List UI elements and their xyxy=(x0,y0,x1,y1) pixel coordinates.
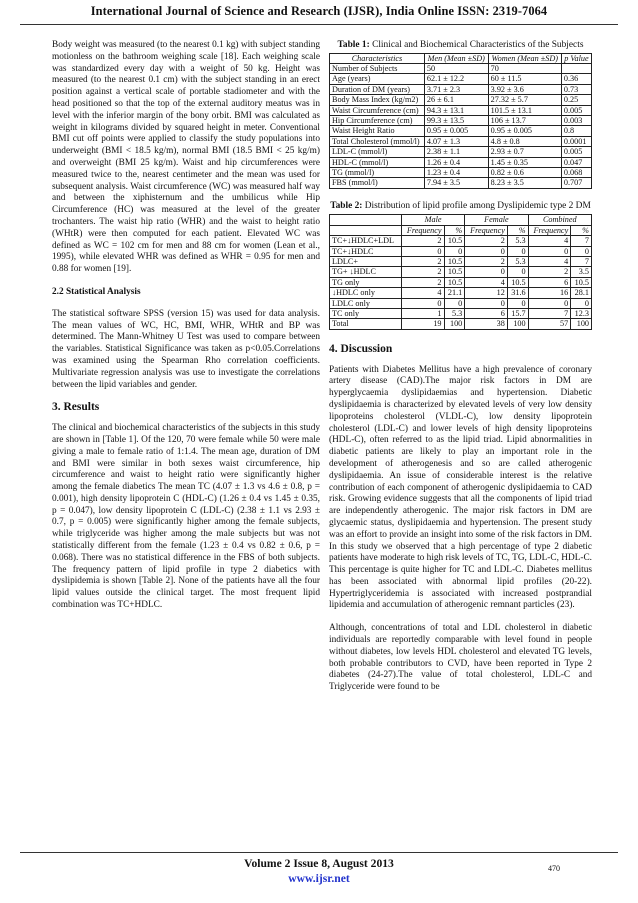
table2-row-label: TC+↓HDLC xyxy=(330,246,402,256)
page-number: 470 xyxy=(548,864,560,873)
table1-cell: 0.36 xyxy=(561,74,591,84)
table2-cell: 21.1 xyxy=(444,288,465,298)
table2-subheader: Frequency xyxy=(401,225,444,235)
table1-cell: 60 ± 11.5 xyxy=(488,74,561,84)
subsection-heading-statistical-analysis: 2.2 Statistical Analysis xyxy=(52,286,141,297)
table-row xyxy=(330,167,592,177)
table2-group-header-row xyxy=(330,215,592,225)
paragraph-discussion: Patients with Diabetes Mellitus have a high prevalence of coronary artery disease (CAD).The major risk factors in DM are hyperglycaemia dyslipidaemias and hypertension. Diabetic dyslipidaemia is characterized by elevated levels of very low density lipoproteins cholesterol (VLDL-C), low density lipoprotein cholesterol (LDL-C) and lower levels of high density lipoproteins (HDL-C), often referred to as the lipid triad. Lipid abnormalities in diabetic patients are likely to play an important role in the development of atherogenesis and so are called atherogenic dyslipidaemia. An issue of considerable interest is the relative contribution of each component of atherogenic dyslipidaemia to CAD risk. Growing evidence suggests that all the components of lipid triad are independently atherogenic. The major risk factors in DM are glycaemic status, dyslipidaemia and hypertension. The present study was an effort to provide an insight into some of the risk factors in DM. In this study we observed that a high percentage of type 2 diabetic patients have moderate to high risk levels of TC, TG, LDL-C, HDL-C. This percentage is quite higher for TC and LDL-C. Diabetes mellitus has been associated with abnormal lipid profiles (20-22). Hypertriglyceridemia is associated with increased postprandial lipidemia and accumulation of atherogenic remnant particles (23). xyxy=(329,364,592,611)
table2-cell: 2 xyxy=(465,236,508,246)
table-clinical-characteristics xyxy=(329,53,592,189)
table1-header-cell: p Value xyxy=(561,53,591,63)
table1-cell: 0.95 ± 0.005 xyxy=(424,126,488,136)
table-row xyxy=(330,298,592,308)
table1-cell: 0.73 xyxy=(561,84,591,94)
table1-cell: Number of Subjects xyxy=(330,63,425,73)
footer-volume: Volume 2 Issue 8, August 2013 xyxy=(244,857,394,870)
table2-cell: 100 xyxy=(571,319,592,329)
table1-cell: 3.92 ± 3.6 xyxy=(488,84,561,94)
table2-cell: 7 xyxy=(571,256,592,266)
table2-cell: 0 xyxy=(571,246,592,256)
table-row xyxy=(330,178,592,188)
table1-cell: 0.95 ± 0.005 xyxy=(488,126,561,136)
table2-cell: 6 xyxy=(528,277,571,287)
table2-corner-cell xyxy=(330,215,402,225)
table1-cell: 0.82 ± 0.6 xyxy=(488,167,561,177)
table2-group-header: Female xyxy=(465,215,528,225)
table2-cell: 5.3 xyxy=(507,236,528,246)
table2-subheader: % xyxy=(507,225,528,235)
footer-divider xyxy=(20,852,618,853)
table2-cell: 0 xyxy=(401,298,444,308)
table1-cell: 0.8 xyxy=(561,126,591,136)
table2-cell: 5.3 xyxy=(507,256,528,266)
table2-cell: 2 xyxy=(401,236,444,246)
table1-cell: Body Mass Index (kg/m2) xyxy=(330,95,425,105)
table2-row-label: LDLC+ xyxy=(330,256,402,266)
table2-cell: 100 xyxy=(507,319,528,329)
table2-group-header: Male xyxy=(401,215,464,225)
table2-cell: 0 xyxy=(444,298,465,308)
table-row xyxy=(330,256,592,266)
table2-cell: 0 xyxy=(465,246,508,256)
table2-cell: 10.5 xyxy=(444,277,465,287)
left-column xyxy=(52,40,320,612)
table2-cell: 2 xyxy=(401,256,444,266)
table2-row-label: TC+↓HDLC+LDL xyxy=(330,236,402,246)
table1-cell: 0.25 xyxy=(561,95,591,105)
table2-cell: 0 xyxy=(444,246,465,256)
table1-cell: 101.5 ± 13.1 xyxy=(488,105,561,115)
table1-cell: Waist Height Ratio xyxy=(330,126,425,136)
table1-header-cell: Men (Mean ±SD) xyxy=(424,53,488,63)
table2-cell: 19 xyxy=(401,319,444,329)
table2-cell: 38 xyxy=(465,319,508,329)
table1-cell: Total Cholesterol (mmol/l) xyxy=(330,136,425,146)
table2-cell: 0 xyxy=(528,246,571,256)
table2-row-label: LDLC only xyxy=(330,298,402,308)
table1-cell: 0.068 xyxy=(561,167,591,177)
table2-subheader: Frequency xyxy=(528,225,571,235)
table1-cell: Duration of DM (years) xyxy=(330,84,425,94)
header-divider xyxy=(20,24,618,25)
table2-row-label: ↓HDLC only xyxy=(330,288,402,298)
table2-cell: 10.5 xyxy=(571,277,592,287)
table1-header-cell: Women (Mean ±SD) xyxy=(488,53,561,63)
table2-row-label: TC only xyxy=(330,308,402,318)
table-row xyxy=(330,277,592,287)
table1-cell: 2.38 ± 1.1 xyxy=(424,147,488,157)
table2-corner-cell xyxy=(330,225,402,235)
section-heading-results: 3. Results xyxy=(52,401,100,414)
table2-cell: 10.5 xyxy=(444,267,465,277)
table1-cell: 3.71 ± 2.3 xyxy=(424,84,488,94)
table1-cell: Hip Circumference (cm) xyxy=(330,115,425,125)
table2-cell: 10.5 xyxy=(507,277,528,287)
table2-cell: 31.6 xyxy=(507,288,528,298)
table1-header-row xyxy=(330,53,592,63)
table1-cell: 8.23 ± 3.5 xyxy=(488,178,561,188)
table1-cell xyxy=(561,63,591,73)
table2-cell: 0 xyxy=(401,246,444,256)
table2-cell: 0 xyxy=(507,267,528,277)
table2-cell: 12.3 xyxy=(571,308,592,318)
table2-cell: 10.5 xyxy=(444,256,465,266)
table2-group-header: Combined xyxy=(528,215,591,225)
table-row xyxy=(330,63,592,73)
table1-cell: 0.707 xyxy=(561,178,591,188)
table2-subheader-row xyxy=(330,225,592,235)
paragraph-statistics: The statistical software SPSS (version 15) was used for data analysis. The mean values of WC, HC, BMI, WHR, WHtR and BP was determined. The Mann-Whitney U Test was used to compare between the variables. Statistical Significance was taken as p<0.05.Correlations was examined using the Spearman Rho correlation coefficients. Multivariate regression analysis was use to investigate the correlations between the lipid variables and gender. xyxy=(52,308,320,390)
table2-cell: 3.5 xyxy=(571,267,592,277)
table2-cell: 57 xyxy=(528,319,571,329)
journal-header-title: International Journal of Science and Research (IJSR), India Online ISSN: 2319-7064 xyxy=(90,4,548,18)
table-row xyxy=(330,319,592,329)
table2-cell: 0 xyxy=(465,298,508,308)
table2-cell: 0 xyxy=(528,298,571,308)
table1-caption-label: Table 1: xyxy=(337,40,370,50)
table-row xyxy=(330,126,592,136)
table2-caption xyxy=(329,201,592,213)
paragraph-measurements: Body weight was measured (to the nearest 0.1 kg) with subject standing motionless on the bathroom weighing scale [18]. Each weighing scale was standardized every day with a weight of 50 kg. Height was measured (to the nearest 0.1 cm) with the subject standing in an erect position against a vertical scale of portable stadiometer and with the head positioned so that the top of the external auditory meatus was in level with the inferior margin of the bony orbit. BMI was calculated as weight in kilograms divided by squared height in meter. Conventional BMI cut off points were applied to classify the study populations into underweight (BMI < 18.5 kg/m), normal BMI (18.5 BMI < 25 kg/m) and overweight (BMI 25 kg/m). Waist and hip circumferences were measured twice to the, nearest centimeter and the mean was used for subsequent analysis. Waist circumference (WC) was measured half way and between the xiphisternum and the umbilicus while Hip Circumference (HC) was measured at the level of the greater trochanters. The waist hip ratio (WHR) and the waist to height ratio (WHtR) were then computed for each patient. Elevated WC was defined as WC = 102 cm for men and 88 cm for women (Lean et al., 1995), while elevated WHR was defined as WHR = 0.95 for men and 0.88 for women [19]. xyxy=(52,40,320,275)
table1-cell: 7.94 ± 3.5 xyxy=(424,178,488,188)
paragraph-results: The clinical and biochemical characteristics of the subjects in this study are shown in [Table 1]. Of the 120, 70 were female while 50 were male giving a male to female ratio of 1:1.4. The mean age, duration of DM and BMI were similar in both sexes waist circumference, hip circumference and waist to height ratio were significantly higher among the female diabetics The mean TC (4.07 ± 1.3 vs 4.6 ± 0.8, p = 0.001), high density lipoprotein C (HDL-C) (1.26 ± 0.4 vs 1.45 ± 0.35, p = 0.047), low density lipoprotein C (LDL-C) (2.38 ± 1.1 vs 2.93 ± 0.7, p = 0.005) were significantly higher among the female subjects, while triglyceride was higher among the male subjects but was not statistically different from the female (1.23 ± 0.4 vs 0.82 ± 0.6, p = 0.068). There was no statistical difference in the FBS of both subjects. The frequency pattern of lipid profile in type 2 diabetics with dyslipidemia is shown [Table 2]. None of the patients have all the four lipid values outside the clinical target. The most frequent lipid combination was TC+HDLC. xyxy=(52,423,320,611)
table-row xyxy=(330,308,592,318)
table1-cell: 1.45 ± 0.35 xyxy=(488,157,561,167)
table1-cell: 1.23 ± 0.4 xyxy=(424,167,488,177)
table2-cell: 2 xyxy=(528,267,571,277)
table2-cell: 10.5 xyxy=(444,236,465,246)
table-row xyxy=(330,288,592,298)
table2-cell: 2 xyxy=(401,277,444,287)
table1-cell: Waist Circumference (cm) xyxy=(330,105,425,115)
table2-cell: 7 xyxy=(571,236,592,246)
table1-header-cell: Characteristics xyxy=(330,53,425,63)
table2-row-label: Total xyxy=(330,319,402,329)
table1-cell: LDL-C (mmol/l) xyxy=(330,147,425,157)
table-row xyxy=(330,105,592,115)
table2-subheader: % xyxy=(571,225,592,235)
table2-caption-label: Table 2: xyxy=(330,200,363,211)
table1-cell: 4.07 ± 1.3 xyxy=(424,136,488,146)
table-row xyxy=(330,84,592,94)
table2-cell: 15.7 xyxy=(507,308,528,318)
table2-cell: 12 xyxy=(465,288,508,298)
table1-cell: 70 xyxy=(488,63,561,73)
table2-cell: 4 xyxy=(465,277,508,287)
table1-cell: 0.003 xyxy=(561,115,591,125)
table2-cell: 28.1 xyxy=(571,288,592,298)
table2-subheader: Frequency xyxy=(465,225,508,235)
table1-cell: 4.8 ± 0.8 xyxy=(488,136,561,146)
section-heading-discussion: 4. Discussion xyxy=(329,342,393,355)
table2-cell: 6 xyxy=(465,308,508,318)
table-row xyxy=(330,136,592,146)
table2-cell: 1 xyxy=(401,308,444,318)
table2-cell: 7 xyxy=(528,308,571,318)
table2-cell: 4 xyxy=(401,288,444,298)
table-lipid-distribution xyxy=(329,214,592,329)
table2-cell: 4 xyxy=(528,256,571,266)
paragraph-discussion-continued: Although, concentrations of total and LDL cholesterol in diabetic individuals are reportedly comparable with level found in people without diabetes, low levels HDL cholesterol and elevated TG levels, both probable contributors to CVD, have been reported in Type 2 diabetes (24-27).The value of total cholesterol, LDL-C and Triglyceride were found to be xyxy=(329,623,592,693)
table1-cell: 27.32 ± 5.7 xyxy=(488,95,561,105)
right-column xyxy=(329,40,592,694)
table1-cell: 2.93 ± 0.7 xyxy=(488,147,561,157)
table2-cell: 100 xyxy=(444,319,465,329)
table2-cell: 0 xyxy=(465,267,508,277)
table-row xyxy=(330,246,592,256)
table2-row-label: TG only xyxy=(330,277,402,287)
table-row xyxy=(330,236,592,246)
table1-cell: 0.047 xyxy=(561,157,591,167)
table1-cell: 1.26 ± 0.4 xyxy=(424,157,488,167)
table1-cell: HDL-C (mmol/l) xyxy=(330,157,425,167)
table1-cell: 0.0001 xyxy=(561,136,591,146)
table2-cell: 2 xyxy=(465,256,508,266)
table1-cell: TG (mmol/l) xyxy=(330,167,425,177)
table2-caption-text: Distribution of lipid profile among Dyslipidemic type 2 DM xyxy=(362,200,591,211)
table-row xyxy=(330,157,592,167)
table1-cell: 94.3 ± 13.1 xyxy=(424,105,488,115)
table-row xyxy=(330,115,592,125)
table2-cell: 16 xyxy=(528,288,571,298)
table1-cell: Age (years) xyxy=(330,74,425,84)
table1-caption-text: Clinical and Biochemical Characteristics of the Subjects xyxy=(369,40,584,50)
table2-cell: 4 xyxy=(528,236,571,246)
table1-cell: 99.3 ± 13.5 xyxy=(424,115,488,125)
footer-website-link[interactable]: www.ijsr.net xyxy=(288,872,350,885)
table2-cell: 5.3 xyxy=(444,308,465,318)
table-row xyxy=(330,147,592,157)
table1-cell: 26 ± 6.1 xyxy=(424,95,488,105)
table2-row-label: TG+ ↓HDLC xyxy=(330,267,402,277)
table-row xyxy=(330,95,592,105)
table1-cell: 0.005 xyxy=(561,105,591,115)
table1-cell: 0.005 xyxy=(561,147,591,157)
table2-cell: 2 xyxy=(401,267,444,277)
table2-cell: 0 xyxy=(507,298,528,308)
table1-cell: FBS (mmol/l) xyxy=(330,178,425,188)
table2-subheader: % xyxy=(444,225,465,235)
table1-cell: 50 xyxy=(424,63,488,73)
table2-cell: 0 xyxy=(507,246,528,256)
table-row xyxy=(330,267,592,277)
table-row xyxy=(330,74,592,84)
table2-cell: 0 xyxy=(571,298,592,308)
table1-caption xyxy=(329,40,592,52)
table1-cell: 106 ± 13.7 xyxy=(488,115,561,125)
table1-cell: 62.1 ± 12.2 xyxy=(424,74,488,84)
